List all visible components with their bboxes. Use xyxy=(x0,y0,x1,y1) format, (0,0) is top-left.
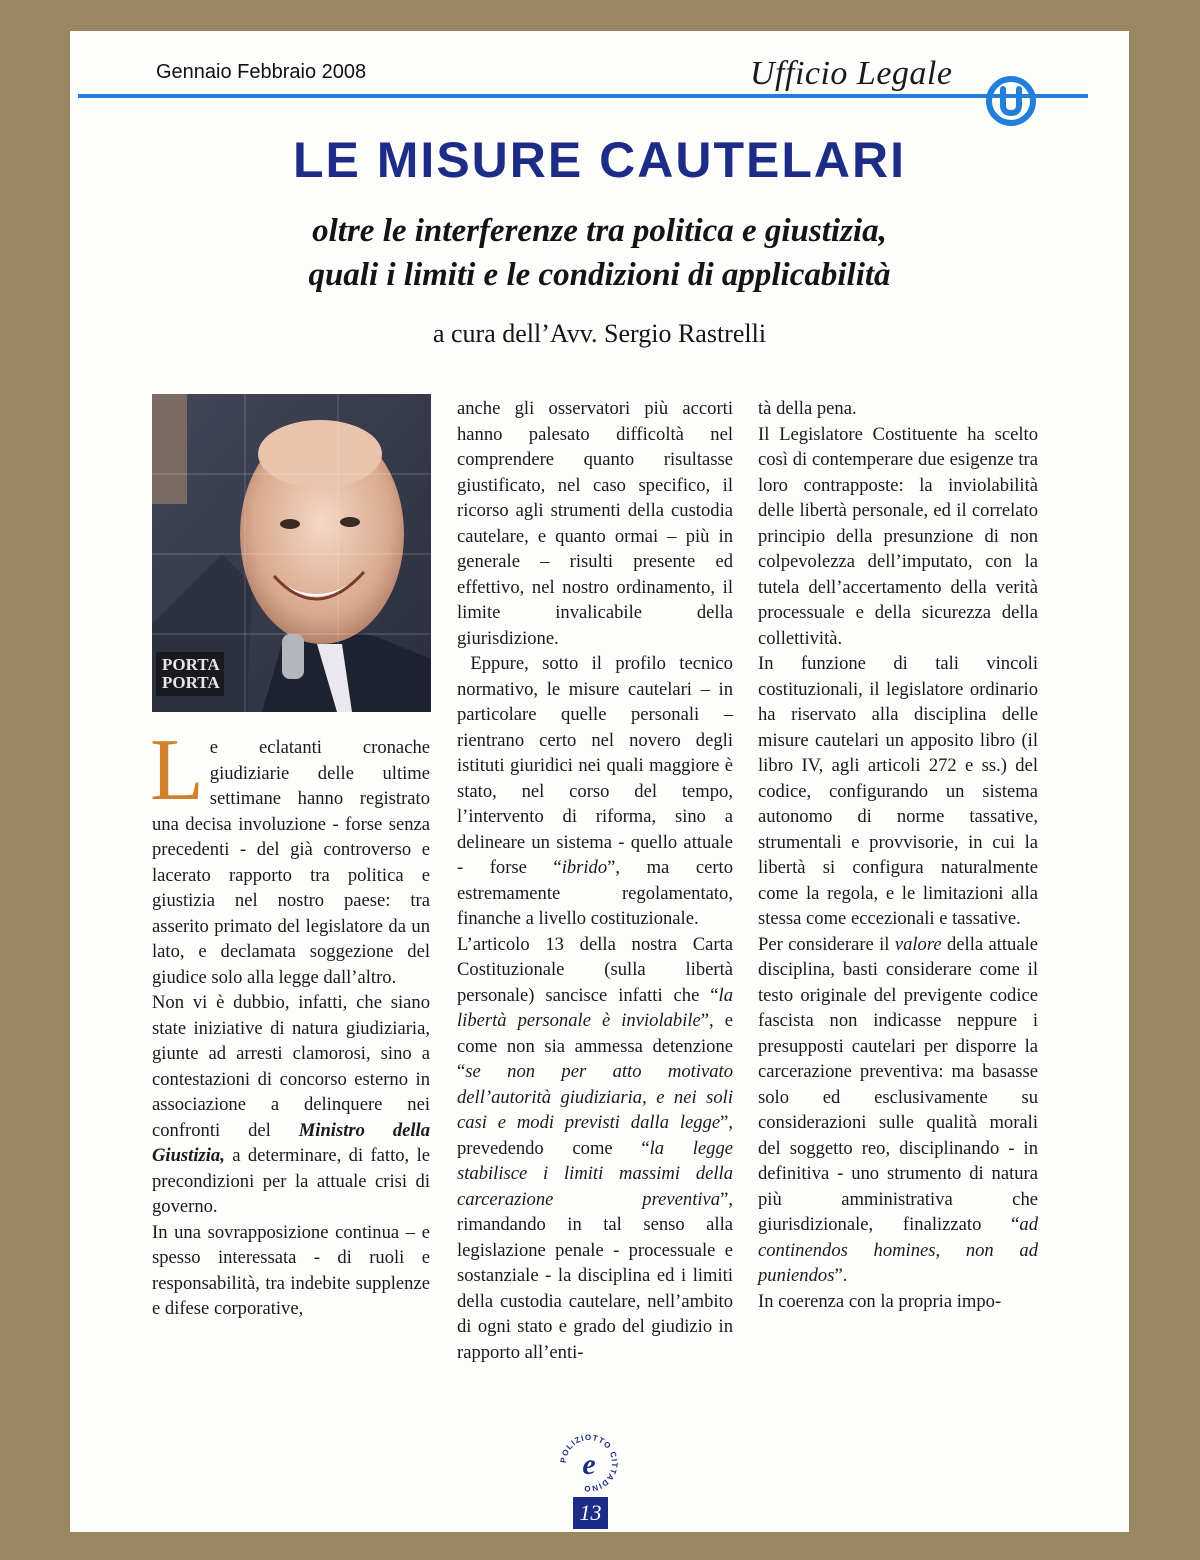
article-subtitle xyxy=(70,209,1129,297)
photo-overlay-line1: PORTA xyxy=(162,655,220,674)
poliziotto-cittadino-logo-icon xyxy=(558,1429,620,1497)
article-byline: a cura dell’Avv. Sergio Rastrelli xyxy=(432,319,767,348)
article-title: LE MISURE CAUTELARI xyxy=(293,132,906,188)
paragraph: Non vi è dubbio, infatti, che siano state iniziative di natura giudiziaria, giunte ad arresti clamorosi, sino a contestazioni di concorso esterno in associazione a delinquere nei confronti del Ministro della Giustizia, a determinare, di fatto, le precondizioni per la attuale crisi di governo. xyxy=(152,992,431,1217)
ufficio-legale-logo-icon xyxy=(983,73,1039,129)
text-column-3 xyxy=(758,396,1038,1314)
issue-date: Gennaio Febbraio 2008 xyxy=(156,61,367,83)
header-rule xyxy=(78,94,1088,98)
paragraph: tà della pena. xyxy=(758,398,857,419)
paragraph: Il Legislatore Costituente ha scelto così di contemperare due esigenze tra loro contrapposte: la inviolabilità delle libertà personale, ed il correlato principio della presunzione di non colpevolezza dell’imputato, con la tutela dell’accertamento della verità processuale e della sicurezza della collettività. xyxy=(758,423,1038,649)
paragraph: anche gli osservatori più accorti hanno palesato difficoltà nel comprendere quanto risultasse giustificato, nel caso specifico, il ricorso agli strumenti della custodia cautelare, e quanto ormai – più in generale – risulti presente ed effettivo, nel nostro ordinamento, il limite invalicabile della giurisdizione. xyxy=(457,398,733,649)
paragraph: L’articolo 13 della nostra Carta Costituzionale (sulla libertà personale) sancisce infatti che “la libertà personale è inviolabile”, e come non sia ammessa detenzione “se non per atto motivato dell’autorità giudiziaria, e nei soli casi e modi previsti dalla legge”, prevedendo come “la legge stabilisce i limiti massimi della carcerazione preventiva”, rimandando in tal senso alla legislazione penale - processuale e sostanziale - la disciplina ed i limiti della custodia cautelare, nell’ambito di ogni stato e grado del giudizio in rapporto all’enti- xyxy=(457,933,733,1363)
section-title: Ufficio Legale xyxy=(750,55,953,92)
portrait-photo xyxy=(152,394,431,712)
logo-ring-text: POLIZIOTTO CITTADINO xyxy=(558,1432,620,1494)
magazine-page xyxy=(70,31,1129,1532)
paragraph: In coerenza con la propria impo- xyxy=(758,1290,1002,1312)
photo-overlay-line2: PORTA xyxy=(162,673,220,692)
paragraph: Le eclatanti cronache giudiziarie delle ultime settimane hanno registrato una decisa involuzione - forse senza precedenti - del già controverso e lacerato rapporto tra politica e giustizia nel nostro paese: tra asserito primato del legislatore da un lato, e declamata soggezione del giudice solo alla legge dall’altro. xyxy=(150,722,430,988)
drop-cap: L xyxy=(150,722,204,819)
page-number: 13 xyxy=(573,1497,608,1529)
paragraph: In funzione di tali vincoli costituzionali, il legislatore ordinario ha riservato alla disciplina delle misure cautelari un apposito libro (il libro IV, agli articoli 272 e ss.) del codice, configurando un sistema autonomo di norme tassative, strumentali e provvisorie, in cui la libertà si configura naturalmente come la regola, e le limitazioni alla stessa come eccezionali e tassative. xyxy=(758,653,1038,929)
paragraph: Eppure, sotto il profilo tecnico normativo, le misure cautelari – in particolare quelle personali – rientrano certo nel novero degli istituti giuridici nei quali maggiore è stato, nel corso del tempo, l’intervento di riforma, sino a delineare un sistema - quello attuale - forse “ibrido”, ma certo estremamente regolamentato, finanche a livello costituzionale. xyxy=(457,653,733,929)
subtitle-line-1: oltre le interferenze tra politica e giustizia, xyxy=(312,213,887,249)
svg-text:e: e xyxy=(582,1448,596,1481)
subtitle-line-2: quali i limiti e le condizioni di applicabilità xyxy=(308,257,891,293)
paragraph: In una sovrapposizione continua – e spesso interessata - di ruoli e responsabilità, tra indebite supplenze e difese corporative, xyxy=(152,1221,430,1319)
text-column-1 xyxy=(150,722,431,1322)
text-column-2 xyxy=(457,396,733,1365)
paragraph: Per considerare il valore della attuale disciplina, basti considerare come il testo originale del previgente codice fascista non indicasse neppure i presupposti cautelari per disporre la carcerazione preventiva: ma basasse solo ed esclusivamente su considerazioni sulle qualità morali del soggetto reo, disciplinando - in definitiva - uno strumento di natura più amministrativa che giurisdizionale, finalizzato “ad continendos homines, non ad puniendos”. xyxy=(758,933,1038,1286)
